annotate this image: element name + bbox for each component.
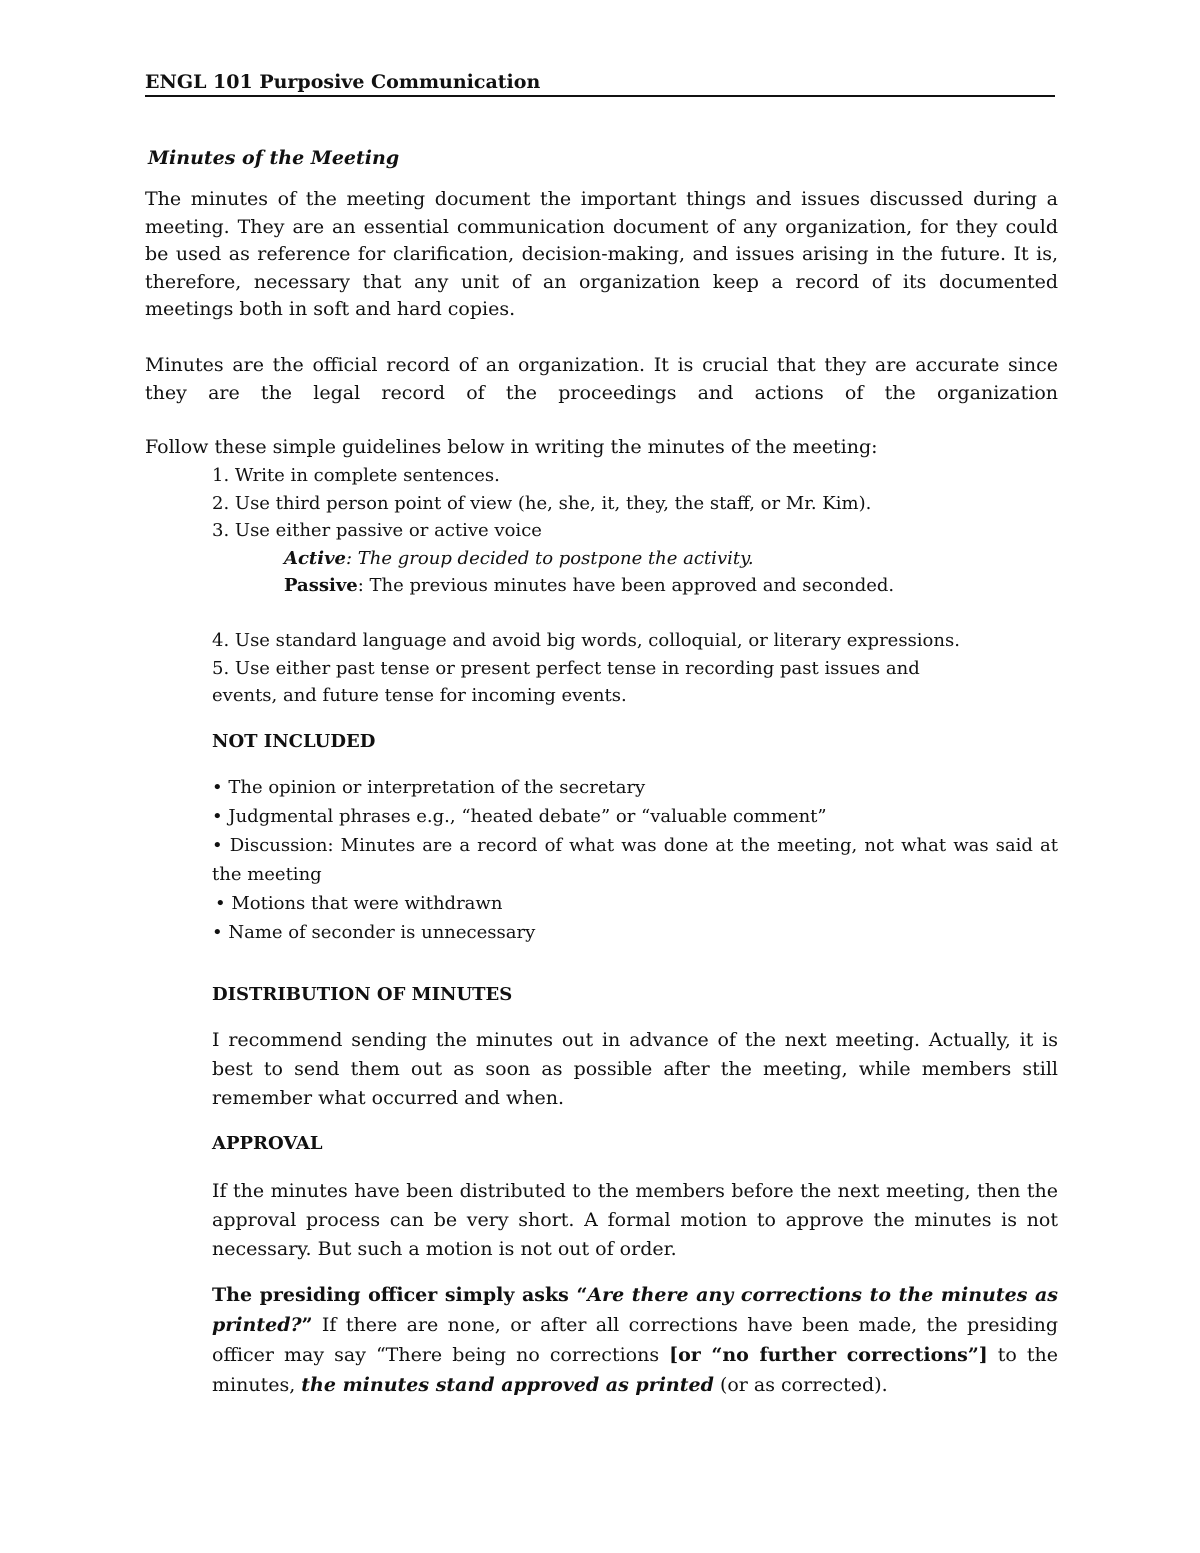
list-item: • Judgmental phrases e.g., “heated debate” or “valuable comment” (212, 806, 827, 827)
bullet-icon: • (212, 835, 223, 856)
guideline-item: 5. Use either past tense or present perfect tense in recording past issues and (212, 657, 920, 679)
approval-statement: the minutes stand approved as printed (301, 1374, 714, 1396)
active-label: Active (284, 548, 346, 569)
corrections-question: Are there any corrections to the minutes as printed? (212, 1284, 1058, 1336)
active-text: : The group decided to postpone the activity. (346, 548, 754, 569)
approval-heading: APPROVAL (212, 1133, 323, 1154)
list-item: • The opinion or interpretation of the secretary (212, 777, 646, 798)
list-item: • Name of seconder is unnecessary (212, 922, 536, 943)
distribution-paragraph: I recommend sending the minutes out in advance of the next meeting. Actually, it is best to send them out as soon as possible after the meeting, while members still remember what occurred and when. (212, 1029, 1058, 1109)
approval-paragraph: If the minutes have been distributed to the members before the next meeting, then the approval process can be very short. A formal motion to approve the minutes is not necessary. But such a motion is not out of order. (212, 1180, 1058, 1260)
not-included-heading: NOT INCLUDED (212, 731, 376, 752)
guideline-item: 2. Use third person point of view (he, she, it, they, the staff, or Mr. Kim). (212, 492, 872, 514)
distribution-heading: DISTRIBUTION OF MINUTES (212, 984, 513, 1005)
guideline-item-continuation: events, and future tense for incoming events. (212, 685, 627, 706)
active-example (284, 545, 754, 573)
approval-final-paragraph: The presiding officer simply asks “Are there any corrections to the minutes as printed?” If there are none, or after all corrections have been made, the presiding officer may say “There being no corrections [or “no further corrections”] to the minutes, the minutes stand approved as printed (or as corrected). (212, 1284, 1059, 1396)
guideline-item: 1. Write in complete sentences. (212, 465, 500, 486)
bullet-icon: • (215, 893, 226, 914)
guideline-item: 4. Use standard language and avoid big words, colloquial, or literary expressions. (212, 630, 960, 651)
guidelines-list-continued (212, 627, 960, 710)
not-included-list (212, 773, 1058, 947)
passive-example (284, 572, 894, 600)
passive-text: : The previous minutes have been approved and seconded. (357, 575, 895, 596)
bullet-icon: • (212, 922, 223, 943)
bullet-icon: • (212, 777, 223, 798)
guidelines-list (212, 462, 871, 545)
course-header: ENGL 101 Purposive Communication (145, 70, 1055, 97)
guideline-item: 3. Use either passive or active voice (212, 520, 542, 541)
bullet-icon: • (212, 806, 223, 827)
section-title: Minutes of the Meeting (148, 147, 400, 169)
passive-label: Passive (284, 575, 358, 596)
list-item: • Discussion: Minutes are a record of what was done at the meeting, not what was said at the meeting (212, 835, 1058, 885)
list-item: • Motions that were withdrawn (215, 893, 503, 914)
intro-paragraph-2: Minutes are the official record of an organization. It is crucial that they are accurate since they are the legal record of the proceedings and actions of the organization (145, 354, 1058, 404)
guidelines-lead: Follow these simple guidelines below in writing the minutes of the meeting: (145, 436, 878, 458)
intro-paragraph-1: The minutes of the meeting document the important things and issues discussed during a meeting. They are an essential communication document of any organization, for they could be used as reference for clarification, decision-making, and issues arising in the future. It is, therefore, necessary that any unit of an organization keep a record of its documented meetings both in soft and hard copies. (145, 188, 1058, 320)
